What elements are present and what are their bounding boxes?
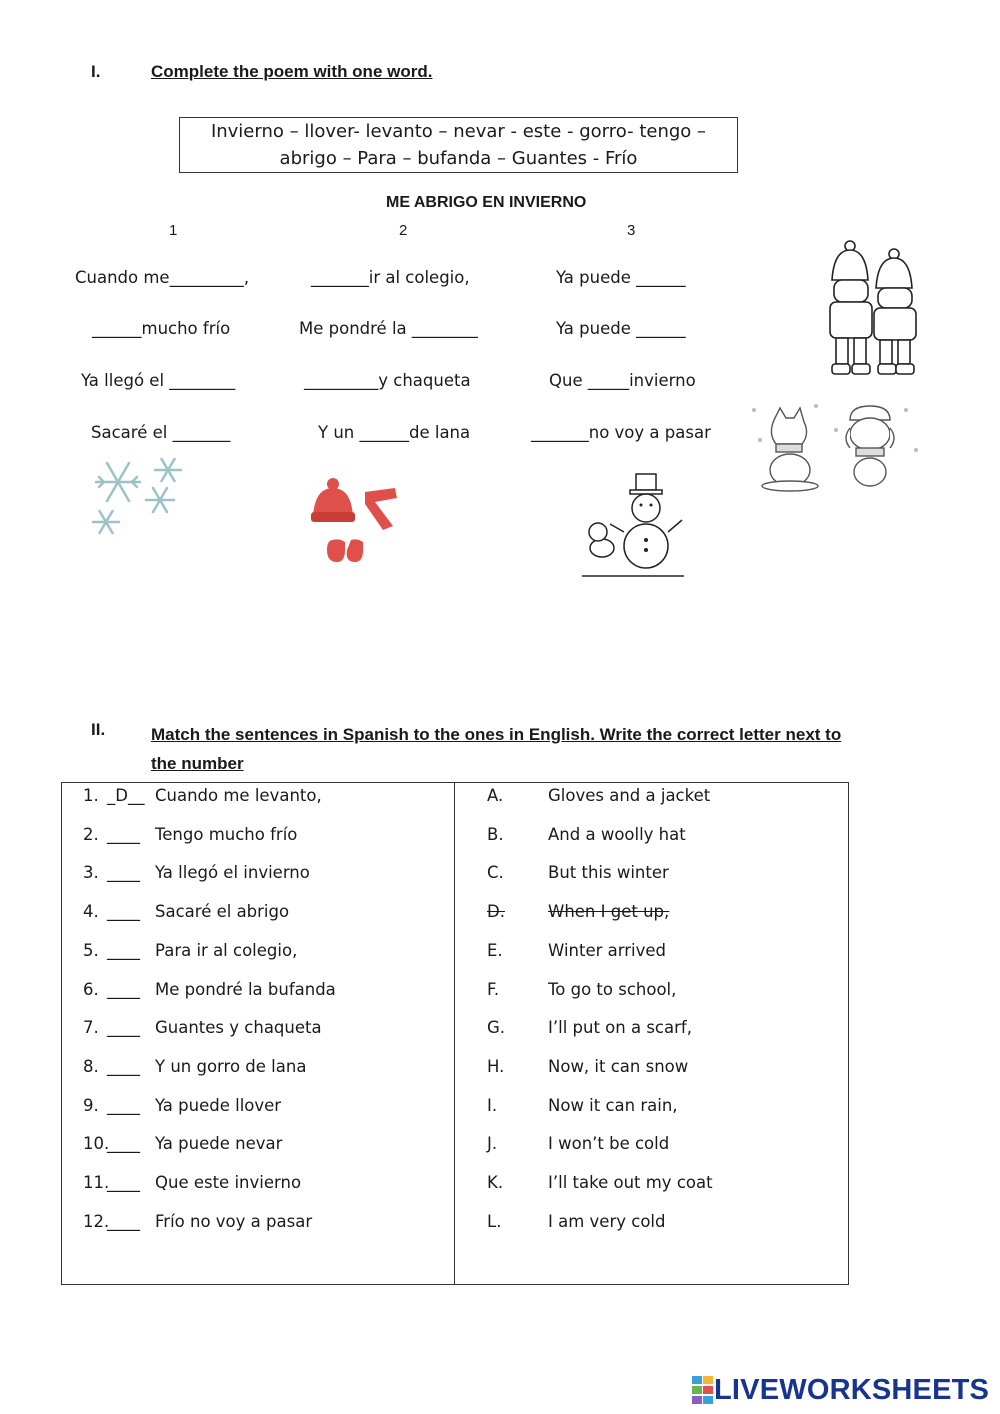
poem-line-4-3[interactable]: _______no voy a pasar — [531, 423, 711, 442]
word-bank-line-2: abrigo – Para – bufanda – Guantes - Frío — [279, 148, 638, 169]
spanish-item-number: 9. — [83, 1095, 99, 1115]
word-bank-line-1: Invierno – llover- levanto – nevar - este - gorro- tengo – — [210, 121, 707, 142]
section-2-title-line-2: the number — [151, 754, 244, 773]
spanish-sentence: Ya puede llover — [155, 1095, 282, 1115]
liveworksheets-logo-icon — [692, 1376, 714, 1404]
english-sentence: Gloves and a jacket — [548, 786, 711, 805]
english-item-letter: L. — [487, 1211, 502, 1231]
answer-blank[interactable]: ____ — [107, 863, 140, 883]
english-sentence: Winter arrived — [548, 940, 667, 960]
column-number-3: 3 — [627, 222, 636, 239]
spanish-sentence: Que este invierno — [155, 1173, 302, 1192]
spanish-item-number: 7. — [83, 1018, 99, 1038]
answer-blank[interactable]: ____ — [107, 902, 140, 922]
english-sentence: And a woolly hat — [548, 824, 686, 844]
answer-blank[interactable]: _D__ — [107, 786, 145, 805]
answer-blank[interactable]: ____ — [107, 1095, 140, 1115]
liveworksheets-logo — [692, 1373, 989, 1407]
spanish-item-number: 11. — [83, 1173, 110, 1192]
spanish-sentence: Para ir al colegio, — [155, 940, 298, 960]
spanish-item-number: 12. — [83, 1211, 110, 1231]
snowflakes-icon — [88, 452, 203, 540]
word-bank — [179, 117, 738, 173]
column-number-1: 1 — [169, 222, 178, 239]
english-sentence: To go to school, — [548, 979, 677, 999]
poem-line-2-3[interactable]: Ya puede ______ — [556, 319, 686, 338]
section-1-title: Complete the poem with one word. — [151, 62, 433, 81]
english-item-letter: C. — [487, 863, 504, 883]
english-item-letter: G. — [487, 1018, 506, 1038]
english-item-letter: B. — [487, 824, 504, 844]
english-sentence: I won’t be cold — [548, 1134, 670, 1154]
spanish-item-number: 10. — [83, 1134, 110, 1154]
english-sentence: I am very cold — [548, 1211, 666, 1231]
english-item-letter: F. — [487, 979, 500, 999]
answer-blank[interactable]: ____ — [107, 1056, 140, 1076]
spanish-item-number: 4. — [83, 902, 99, 922]
english-item-letter: A. — [487, 786, 504, 805]
cat-dog-winter-icon — [746, 400, 928, 496]
poem-line-3-2[interactable]: _________y chaqueta — [304, 371, 471, 390]
poem-title: ME ABRIGO EN INVIERNO — [386, 194, 587, 211]
spanish-item-number: 6. — [83, 979, 99, 999]
spanish-item-number: 8. — [83, 1056, 99, 1076]
section-2-title — [151, 720, 841, 778]
column-number-2: 2 — [399, 222, 408, 239]
poem-line-4-2[interactable]: Y un ______de lana — [318, 423, 471, 442]
spanish-sentence: Ya puede nevar — [155, 1134, 283, 1154]
english-item-letter: J. — [487, 1134, 498, 1154]
spanish-sentence: Frío no voy a pasar — [155, 1211, 313, 1231]
poem-line-1-2[interactable]: _______ir al colegio, — [311, 268, 470, 287]
children-winter-clothes-icon — [824, 240, 934, 378]
spanish-sentence: Guantes y chaqueta — [155, 1018, 322, 1038]
liveworksheets-logo-text: LIVEWORKSHEETS — [714, 1373, 990, 1406]
english-sentence: Now, it can snow — [548, 1056, 689, 1076]
english-item-letter: H. — [487, 1056, 505, 1076]
section-2-number: II. — [91, 720, 106, 739]
matching-table-divider — [454, 782, 455, 1285]
poem-line-1-3[interactable]: Ya puede ______ — [556, 268, 686, 287]
spanish-sentence: Sacaré el abrigo — [155, 902, 290, 922]
winter-hat-scarf-mittens-icon — [305, 478, 410, 568]
answer-blank[interactable]: ____ — [107, 1134, 140, 1154]
english-item-letter: I. — [487, 1095, 498, 1115]
english-sentence: When I get up, — [548, 902, 670, 922]
english-sentence: But this winter — [548, 863, 669, 883]
snowman-dog-icon — [578, 468, 688, 580]
spanish-sentence: Cuando me levanto, — [155, 786, 322, 805]
english-sentence: I’ll take out my coat — [548, 1173, 713, 1192]
spanish-item-number: 2. — [83, 824, 99, 844]
spanish-item-number: 3. — [83, 863, 99, 883]
poem-line-2-1[interactable]: ______mucho frío — [92, 319, 231, 338]
answer-blank[interactable]: ____ — [107, 1018, 140, 1038]
english-item-letter: E. — [487, 940, 503, 960]
answer-blank[interactable]: ____ — [107, 1173, 140, 1192]
poem-line-3-3[interactable]: Que _____invierno — [549, 371, 696, 390]
spanish-sentence: Ya llegó el invierno — [155, 863, 310, 883]
section-2-title-line-1: Match the sentences in Spanish to the ones in English. Write the correct letter next to — [151, 725, 842, 744]
answer-blank[interactable]: ____ — [107, 824, 140, 844]
spanish-sentence: Tengo mucho frío — [155, 824, 298, 844]
english-sentence: Now it can rain, — [548, 1095, 678, 1115]
poem-line-4-1[interactable]: Sacaré el _______ — [91, 423, 231, 442]
poem-line-3-1[interactable]: Ya llegó el ________ — [81, 371, 236, 390]
english-sentence: I’ll put on a scarf, — [548, 1018, 692, 1038]
answer-blank[interactable]: ____ — [107, 1211, 140, 1231]
spanish-item-number: 1. — [83, 786, 99, 805]
poem-line-2-2[interactable]: Me pondré la ________ — [299, 319, 478, 338]
english-item-letter: D. — [487, 902, 505, 922]
spanish-sentence: Y un gorro de lana — [155, 1056, 307, 1076]
section-1-number: I. — [91, 62, 101, 81]
answer-blank[interactable]: ____ — [107, 940, 140, 960]
poem-line-1-1[interactable]: Cuando me_________, — [75, 268, 250, 287]
answer-blank[interactable]: ____ — [107, 979, 140, 999]
spanish-sentence: Me pondré la bufanda — [155, 979, 336, 999]
english-item-letter: K. — [487, 1173, 504, 1192]
spanish-item-number: 5. — [83, 940, 99, 960]
